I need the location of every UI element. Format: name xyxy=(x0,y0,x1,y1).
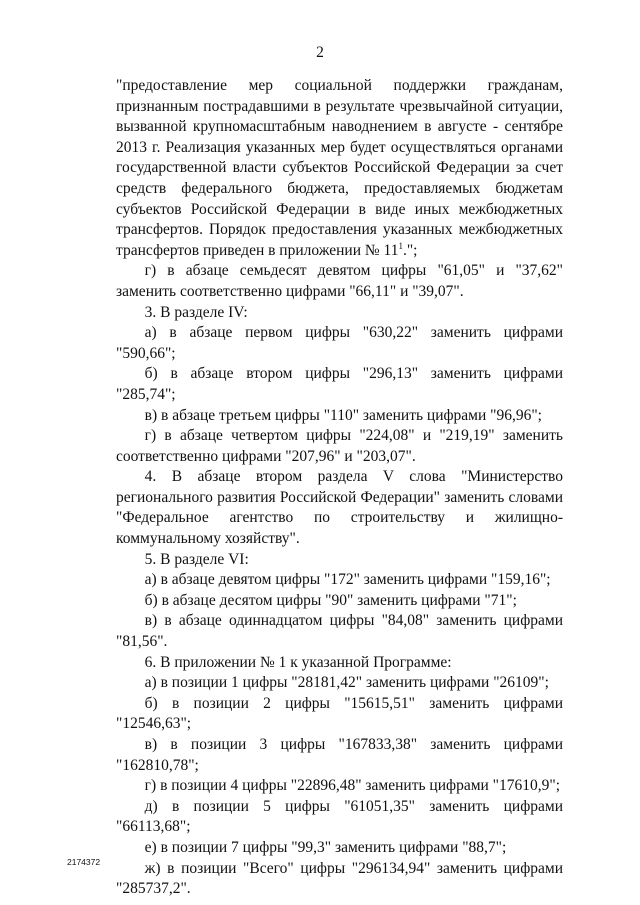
quoted-text-end: ."; xyxy=(402,241,418,259)
list-item: 4. В абзаце втором раздела V слова "Министерство регионального развития Российской Федерации" заменить словами "Федеральное агентство по строительству и жилищно-коммунальному хозяйству". xyxy=(116,468,563,548)
page-number: 2 xyxy=(316,44,324,61)
quoted-paragraph xyxy=(116,76,563,261)
list-item: 6. В приложении № 1 к указанной Программе: xyxy=(144,653,452,671)
list-item: д) в позиции 5 цифры "61051,35" заменить цифрами "66113,68"; xyxy=(116,797,563,836)
list-item: г) в абзаце семьдесят девятом цифры "61,05" и "37,62" заменить соответственно цифрами "66,11" и "39,07". xyxy=(116,262,563,300)
list-item: а) в позиции 1 цифры "28181,42" заменить цифрами "26109"; xyxy=(144,674,549,692)
list-item: г) в абзаце четвертом цифры "224,08" и "219,19" заменить соответственно цифрами "207,96" и "203,07". xyxy=(116,427,563,465)
list-item: е) в позиции 7 цифры "99,3" заменить цифрами "88,7"; xyxy=(144,838,507,856)
list-item: г) в позиции 4 цифры "22896,48" заменить цифрами "17610,9"; xyxy=(144,777,561,795)
document-body xyxy=(116,76,563,900)
list-item: ж) в позиции "Всего" цифры "296134,94" заменить цифрами "285737,2". xyxy=(116,859,563,898)
list-item: 3. В разделе IV: xyxy=(144,303,248,321)
list-item: б) в абзаце десятом цифры "90" заменить цифрами "71"; xyxy=(144,591,517,609)
list-item: б) в абзаце втором цифры "296,13" заменить цифрами "285,74"; xyxy=(116,365,563,403)
list-item: а) в абзаце первом цифры "630,22" заменить цифрами "590,66"; xyxy=(116,324,563,362)
list-item: в) в позиции 3 цифры "167833,38" заменить цифрами "162810,78"; xyxy=(116,736,563,774)
superscript: 1 xyxy=(398,240,403,251)
list-item: а) в абзаце девятом цифры "172" заменить цифрами "159,16"; xyxy=(144,571,551,589)
list-item: в) в абзаце одиннадцатом цифры "84,08" заменить цифрами "81,56". xyxy=(116,612,563,651)
quoted-text: "предоставление мер социальной поддержки гражданам, признанным пострадавшими в результате чрезвычайной ситуации, вызванной крупномасштабным наводнением в августе - сентябре 2013 г. Реализация указанных мер будет осуществляться органами государственной власти субъектов Российской Федерации за счет средств федерального бюджета, предоставляемых бюджетам субъектов Российской Федерации в виде иных межбюджетных трансфертов. Порядок предоставления указанных межбюджетных трансфертов приведен в приложении № 11 xyxy=(116,77,563,259)
list-item: в) в абзаце третьем цифры "110" заменить цифрами "96,96"; xyxy=(144,406,542,424)
document-code: 2174372 xyxy=(67,857,101,867)
list-item: 5. В разделе VI: xyxy=(144,550,249,568)
list-item: б) в позиции 2 цифры "15615,51" заменить цифрами "12546,63"; xyxy=(116,694,563,733)
